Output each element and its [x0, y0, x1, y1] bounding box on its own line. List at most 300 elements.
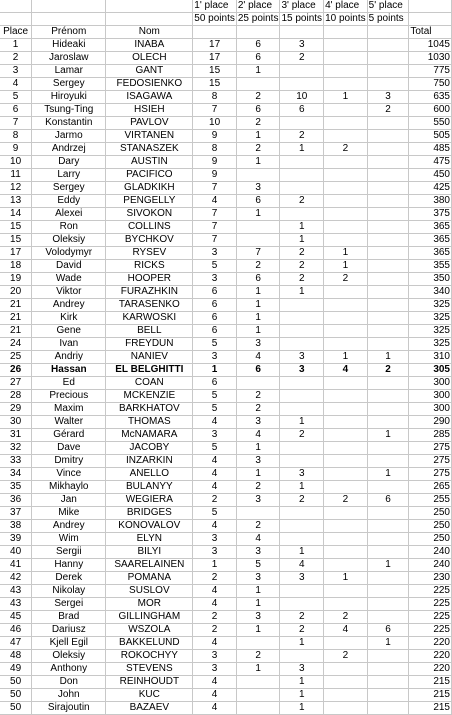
cell-fifth-places: [367, 390, 409, 403]
cell-fifth-places: [367, 299, 409, 312]
cell-first-places: 5: [193, 507, 237, 520]
header-row-columns: [0, 26, 452, 39]
cell-place: 21: [0, 312, 32, 325]
cell-total: 365: [409, 247, 452, 260]
cell-total: 220: [409, 650, 452, 663]
cell-place: 8: [0, 130, 32, 143]
cell-fourth-places: 1: [324, 572, 368, 585]
cell-place: 41: [0, 559, 32, 572]
cell-prenom: Andrzej: [32, 143, 106, 156]
header-place-3: 3' place: [280, 0, 324, 13]
cell-total: 775: [409, 65, 452, 78]
cell-prenom: Anthony: [32, 663, 106, 676]
cell-first-places: 2: [193, 611, 237, 624]
cell-first-places: 4: [193, 637, 237, 650]
cell-prenom: Andriy: [32, 351, 106, 364]
cell-fifth-places: [367, 39, 409, 52]
cell-first-places: 5: [193, 442, 237, 455]
cell-second-places: [236, 507, 280, 520]
cell-fourth-places: [324, 221, 368, 234]
cell-third-places: [280, 507, 324, 520]
cell-total: 340: [409, 286, 452, 299]
cell-total: 325: [409, 325, 452, 338]
cell-first-places: 4: [193, 481, 237, 494]
table-row: [0, 39, 452, 52]
header-cell: [32, 0, 106, 13]
cell-third-places: [280, 377, 324, 390]
cell-fifth-places: [367, 65, 409, 78]
cell-first-places: 9: [193, 130, 237, 143]
cell-fourth-places: [324, 390, 368, 403]
cell-third-places: 1: [280, 546, 324, 559]
cell-third-places: 4: [280, 559, 324, 572]
cell-prenom: Volodymyr: [32, 247, 106, 260]
cell-third-places: [280, 585, 324, 598]
cell-fourth-places: [324, 78, 368, 91]
cell-nom: GANT: [106, 65, 193, 78]
cell-second-places: 3: [236, 546, 280, 559]
cell-first-places: 5: [193, 338, 237, 351]
cell-prenom: Dave: [32, 442, 106, 455]
cell-fourth-places: [324, 52, 368, 65]
cell-place: 27: [0, 377, 32, 390]
cell-second-places: 1: [236, 65, 280, 78]
cell-fifth-places: [367, 689, 409, 702]
cell-first-places: 15: [193, 65, 237, 78]
table-row: [0, 663, 452, 676]
cell-second-places: 2: [236, 481, 280, 494]
header-cell: [324, 26, 368, 39]
cell-prenom: John: [32, 689, 106, 702]
cell-second-places: 1: [236, 312, 280, 325]
cell-nom: MOR: [106, 598, 193, 611]
header-row-points: [0, 13, 452, 26]
cell-first-places: 6: [193, 299, 237, 312]
cell-fourth-places: 2: [324, 650, 368, 663]
cell-total: 215: [409, 676, 452, 689]
cell-fifth-places: [367, 533, 409, 546]
cell-nom: PACIFICO: [106, 169, 193, 182]
cell-fifth-places: 1: [367, 637, 409, 650]
cell-first-places: 6: [193, 377, 237, 390]
cell-third-places: 1: [280, 481, 324, 494]
cell-first-places: 3: [193, 273, 237, 286]
table-row: [0, 247, 452, 260]
cell-nom: HOOPER: [106, 273, 193, 286]
cell-third-places: 1: [280, 143, 324, 156]
cell-nom: GLADKIKH: [106, 182, 193, 195]
cell-nom: PAVLOV: [106, 117, 193, 130]
cell-second-places: [236, 702, 280, 715]
cell-third-places: 1: [280, 221, 324, 234]
cell-fifth-places: [367, 611, 409, 624]
cell-nom: BARKHATOV: [106, 403, 193, 416]
cell-fourth-places: [324, 117, 368, 130]
cell-first-places: 7: [193, 208, 237, 221]
cell-fourth-places: [324, 286, 368, 299]
cell-second-places: 6: [236, 273, 280, 286]
cell-nom: VIRTANEN: [106, 130, 193, 143]
cell-total: 375: [409, 208, 452, 221]
cell-third-places: [280, 520, 324, 533]
cell-nom: KARWOSKI: [106, 312, 193, 325]
table-row: [0, 143, 452, 156]
cell-prenom: Viktor: [32, 286, 106, 299]
cell-third-places: 1: [280, 676, 324, 689]
cell-nom: FEDOSIENKO: [106, 78, 193, 91]
cell-total: 425: [409, 182, 452, 195]
cell-fourth-places: [324, 702, 368, 715]
cell-third-places: 1: [280, 637, 324, 650]
cell-total: 250: [409, 533, 452, 546]
cell-second-places: 3: [236, 455, 280, 468]
cell-fifth-places: [367, 208, 409, 221]
cell-nom: POMANA: [106, 572, 193, 585]
cell-nom: TARASENKO: [106, 299, 193, 312]
cell-total: 275: [409, 468, 452, 481]
cell-place: 4: [0, 78, 32, 91]
cell-nom: ELYN: [106, 533, 193, 546]
cell-fourth-places: [324, 39, 368, 52]
cell-fifth-places: [367, 598, 409, 611]
cell-fifth-places: 3: [367, 91, 409, 104]
cell-second-places: [236, 78, 280, 91]
cell-total: 1030: [409, 52, 452, 65]
cell-second-places: 2: [236, 91, 280, 104]
cell-fifth-places: [367, 377, 409, 390]
cell-fifth-places: [367, 702, 409, 715]
cell-fifth-places: [367, 195, 409, 208]
header-points-4: 10 points: [325, 13, 366, 24]
cell-place: 1: [0, 39, 32, 52]
cell-place: 7: [0, 117, 32, 130]
cell-prenom: Hanny: [32, 559, 106, 572]
cell-nom: ROKOCHYY: [106, 650, 193, 663]
cell-prenom: Oleksiy: [32, 650, 106, 663]
cell-place: 11: [0, 169, 32, 182]
cell-fourth-places: [324, 429, 368, 442]
cell-fourth-places: [324, 676, 368, 689]
cell-total: 325: [409, 338, 452, 351]
header-cell: [236, 26, 280, 39]
cell-fourth-places: [324, 546, 368, 559]
cell-fifth-places: [367, 403, 409, 416]
table-row: [0, 390, 452, 403]
cell-third-places: 2: [280, 611, 324, 624]
cell-total: 220: [409, 663, 452, 676]
cell-third-places: 1: [280, 689, 324, 702]
cell-second-places: [236, 676, 280, 689]
cell-fourth-places: [324, 507, 368, 520]
cell-total: 290: [409, 416, 452, 429]
cell-total: 450: [409, 169, 452, 182]
cell-prenom: Eddy: [32, 195, 106, 208]
cell-second-places: 1: [236, 130, 280, 143]
table-row: [0, 325, 452, 338]
cell-second-places: 4: [236, 429, 280, 442]
table-row: [0, 338, 452, 351]
cell-fourth-places: [324, 468, 368, 481]
cell-second-places: 1: [236, 208, 280, 221]
cell-second-places: 6: [236, 52, 280, 65]
cell-prenom: David: [32, 260, 106, 273]
cell-first-places: 7: [193, 104, 237, 117]
table-row: [0, 572, 452, 585]
cell-third-places: 2: [280, 260, 324, 273]
cell-third-places: 2: [280, 429, 324, 442]
cell-second-places: 4: [236, 533, 280, 546]
cell-nom: WEGIERA: [106, 494, 193, 507]
cell-second-places: [236, 169, 280, 182]
cell-place: 9: [0, 143, 32, 156]
cell-fifth-places: [367, 507, 409, 520]
cell-first-places: 4: [193, 468, 237, 481]
cell-nom: AUSTIN: [106, 156, 193, 169]
cell-second-places: 6: [236, 39, 280, 52]
cell-nom: EL BELGHITTI: [106, 364, 193, 377]
cell-nom: FURAZHKIN: [106, 286, 193, 299]
cell-nom: KONOVALOV: [106, 520, 193, 533]
cell-prenom: Don: [32, 676, 106, 689]
cell-place: 30: [0, 416, 32, 429]
cell-fifth-places: [367, 286, 409, 299]
cell-total: 275: [409, 442, 452, 455]
cell-first-places: 5: [193, 403, 237, 416]
cell-fourth-places: [324, 169, 368, 182]
header-points-3: 15 points: [281, 13, 323, 24]
cell-nom: BILYI: [106, 546, 193, 559]
cell-nom: RICKS: [106, 260, 193, 273]
cell-fifth-places: 6: [367, 494, 409, 507]
cell-total: 255: [409, 494, 452, 507]
cell-prenom: Sergey: [32, 182, 106, 195]
cell-place: 29: [0, 403, 32, 416]
cell-total: 300: [409, 403, 452, 416]
cell-second-places: [236, 689, 280, 702]
cell-prenom: Walter: [32, 416, 106, 429]
table-row: [0, 676, 452, 689]
cell-place: 39: [0, 533, 32, 546]
cell-place: 15: [0, 234, 32, 247]
cell-prenom: Hassan: [32, 364, 106, 377]
table-row: [0, 65, 452, 78]
cell-fourth-places: 2: [324, 273, 368, 286]
cell-fourth-places: 4: [324, 624, 368, 637]
cell-first-places: 15: [193, 78, 237, 91]
cell-total: 635: [409, 91, 452, 104]
table-row: [0, 455, 452, 468]
cell-fourth-places: [324, 559, 368, 572]
table-row: [0, 468, 452, 481]
cell-fifth-places: [367, 52, 409, 65]
cell-second-places: 2: [236, 650, 280, 663]
cell-fifth-places: [367, 78, 409, 91]
cell-fourth-places: 2: [324, 611, 368, 624]
cell-second-places: 3: [236, 572, 280, 585]
cell-fifth-places: [367, 325, 409, 338]
cell-prenom: Precious: [32, 390, 106, 403]
cell-total: 300: [409, 390, 452, 403]
cell-first-places: 3: [193, 663, 237, 676]
cell-fifth-places: [367, 247, 409, 260]
table-row: [0, 52, 452, 65]
cell-place: 38: [0, 520, 32, 533]
cell-first-places: 9: [193, 156, 237, 169]
cell-total: 240: [409, 546, 452, 559]
cell-second-places: 2: [236, 117, 280, 130]
header-place-5: 5' place: [367, 0, 409, 13]
cell-total: 505: [409, 130, 452, 143]
cell-first-places: 3: [193, 247, 237, 260]
cell-fifth-places: 2: [367, 104, 409, 117]
cell-fourth-places: [324, 377, 368, 390]
cell-fourth-places: [324, 156, 368, 169]
cell-place: 12: [0, 182, 32, 195]
cell-third-places: 2: [280, 52, 324, 65]
cell-third-places: 1: [280, 234, 324, 247]
table-row: [0, 195, 452, 208]
header-points-1: 50 points: [194, 13, 235, 24]
cell-second-places: 2: [236, 260, 280, 273]
cell-second-places: [236, 221, 280, 234]
cell-fourth-places: [324, 585, 368, 598]
cell-first-places: 1: [193, 364, 237, 377]
header-cell: [106, 0, 193, 13]
cell-first-places: 7: [193, 221, 237, 234]
header-total: Total: [409, 26, 452, 39]
cell-fifth-places: [367, 676, 409, 689]
cell-total: 325: [409, 312, 452, 325]
table-row: [0, 650, 452, 663]
cell-first-places: 7: [193, 234, 237, 247]
cell-nom: BRIDGES: [106, 507, 193, 520]
cell-total: 215: [409, 702, 452, 715]
cell-third-places: [280, 208, 324, 221]
cell-place: 50: [0, 689, 32, 702]
table-row: [0, 208, 452, 221]
header-cell: [0, 13, 32, 26]
cell-place: 21: [0, 299, 32, 312]
table-row: [0, 689, 452, 702]
cell-nom: ANELLO: [106, 468, 193, 481]
cell-place: 18: [0, 260, 32, 273]
cell-third-places: [280, 78, 324, 91]
cell-third-places: [280, 299, 324, 312]
table-row: [0, 702, 452, 715]
cell-total: 305: [409, 364, 452, 377]
cell-fifth-places: [367, 416, 409, 429]
cell-nom: SIVOKON: [106, 208, 193, 221]
cell-third-places: 2: [280, 494, 324, 507]
cell-second-places: [236, 637, 280, 650]
cell-first-places: 2: [193, 494, 237, 507]
cell-third-places: [280, 169, 324, 182]
cell-third-places: [280, 403, 324, 416]
cell-fifth-places: 6: [367, 624, 409, 637]
table-row: [0, 559, 452, 572]
table-row: [0, 507, 452, 520]
cell-third-places: [280, 390, 324, 403]
cell-place: 37: [0, 507, 32, 520]
cell-place: 28: [0, 390, 32, 403]
cell-fourth-places: [324, 442, 368, 455]
cell-third-places: [280, 117, 324, 130]
table-row: [0, 312, 452, 325]
cell-total: 365: [409, 221, 452, 234]
cell-first-places: 17: [193, 52, 237, 65]
cell-total: 225: [409, 598, 452, 611]
cell-first-places: 5: [193, 260, 237, 273]
cell-nom: OLECH: [106, 52, 193, 65]
cell-prenom: Gene: [32, 325, 106, 338]
cell-third-places: 3: [280, 364, 324, 377]
cell-total: 350: [409, 273, 452, 286]
cell-total: 215: [409, 689, 452, 702]
cell-third-places: 3: [280, 572, 324, 585]
cell-third-places: 1: [280, 286, 324, 299]
cell-prenom: Oleksiy: [32, 234, 106, 247]
cell-fifth-places: [367, 221, 409, 234]
cell-fifth-places: 1: [367, 351, 409, 364]
cell-second-places: 1: [236, 585, 280, 598]
cell-nom: BYCHKOV: [106, 234, 193, 247]
cell-place: 36: [0, 494, 32, 507]
cell-prenom: Sergei: [32, 598, 106, 611]
cell-fourth-places: [324, 195, 368, 208]
cell-fourth-places: [324, 403, 368, 416]
cell-prenom: Ron: [32, 221, 106, 234]
cell-prenom: Dmitry: [32, 455, 106, 468]
header-cell: [0, 0, 32, 13]
cell-prenom: Mikhaylo: [32, 481, 106, 494]
cell-prenom: Nikolay: [32, 585, 106, 598]
table-row: [0, 351, 452, 364]
cell-total: 475: [409, 156, 452, 169]
table-row: [0, 130, 452, 143]
cell-total: 1045: [409, 39, 452, 52]
cell-first-places: 3: [193, 546, 237, 559]
cell-second-places: 6: [236, 364, 280, 377]
cell-fifth-places: [367, 585, 409, 598]
cell-nom: JACOBY: [106, 442, 193, 455]
cell-prenom: Jaroslaw: [32, 52, 106, 65]
cell-fourth-places: [324, 338, 368, 351]
cell-nom: RYSEV: [106, 247, 193, 260]
cell-third-places: 3: [280, 39, 324, 52]
cell-fourth-places: [324, 455, 368, 468]
cell-first-places: 4: [193, 416, 237, 429]
table-row: [0, 546, 452, 559]
cell-nom: FREYDUN: [106, 338, 193, 351]
cell-fifth-places: [367, 312, 409, 325]
header-cell: [367, 26, 409, 39]
cell-second-places: 3: [236, 338, 280, 351]
cell-place: 50: [0, 676, 32, 689]
cell-total: 240: [409, 559, 452, 572]
cell-third-places: 1: [280, 702, 324, 715]
table-row: [0, 169, 452, 182]
header-cell: [106, 13, 193, 26]
cell-nom: ISAGAWA: [106, 91, 193, 104]
cell-second-places: [236, 234, 280, 247]
cell-prenom: Andrey: [32, 299, 106, 312]
cell-total: 600: [409, 104, 452, 117]
cell-prenom: Dary: [32, 156, 106, 169]
table-row: [0, 78, 452, 91]
cell-fourth-places: [324, 299, 368, 312]
cell-second-places: 3: [236, 494, 280, 507]
cell-nom: REINHOUDT: [106, 676, 193, 689]
